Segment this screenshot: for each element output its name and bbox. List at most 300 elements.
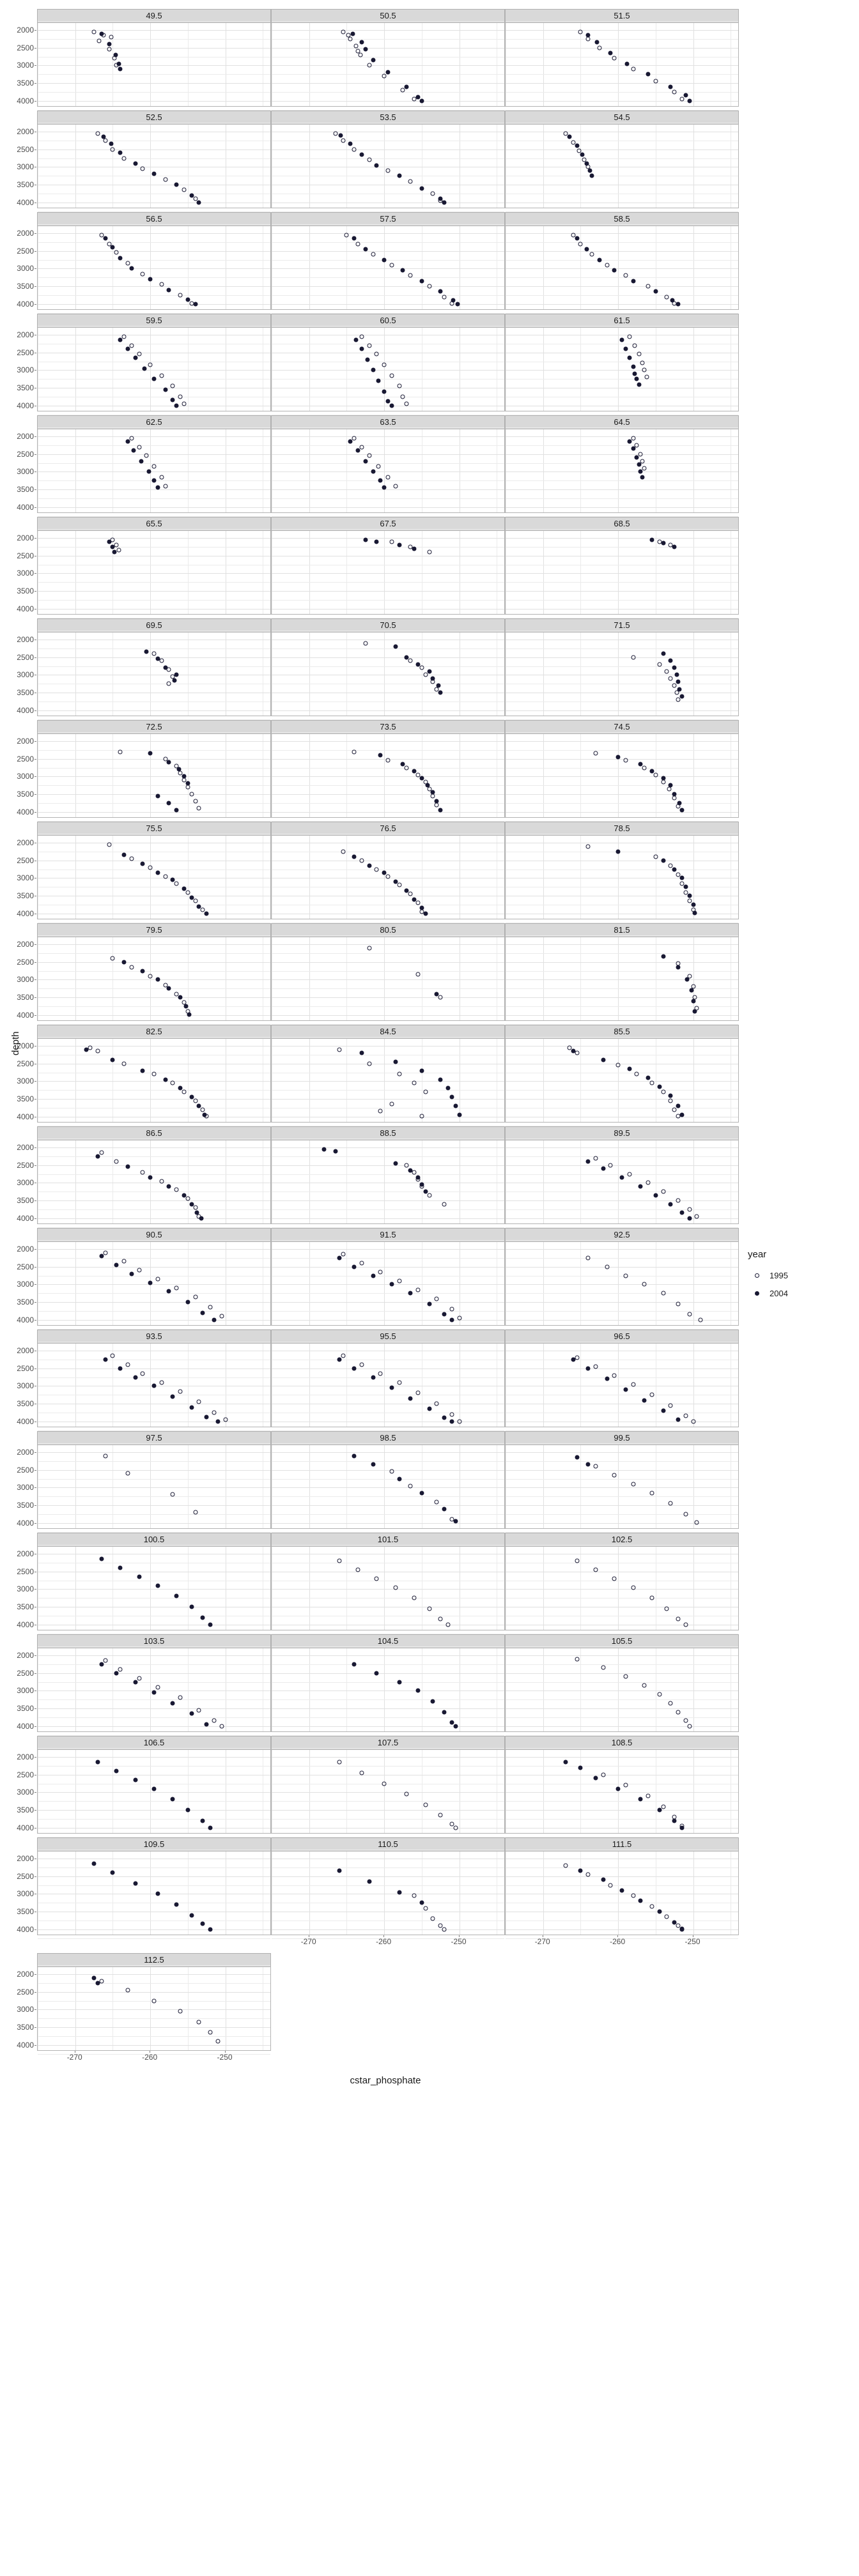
gridline-vertical-major [75, 429, 76, 512]
gridline-horizontal-major [272, 370, 504, 371]
y-tick-mark [35, 1099, 36, 1100]
panel-wrap [505, 530, 739, 615]
gridline-vertical-major [693, 23, 694, 106]
plot-panel [505, 1241, 739, 1326]
gridline-horizontal-major [272, 1249, 504, 1250]
data-point-2004 [580, 153, 584, 157]
gridline-horizontal-major [38, 507, 270, 508]
data-point-1995 [401, 394, 405, 399]
data-point-2004 [679, 876, 684, 880]
gridline-horizontal-major [506, 1757, 738, 1758]
gridline-horizontal-minor [506, 529, 738, 530]
y-tick-mark [35, 2027, 36, 2028]
data-point-2004 [586, 1366, 591, 1370]
data-point-2004 [118, 338, 123, 342]
gridline-horizontal-minor [272, 582, 504, 583]
data-point-2004 [646, 1075, 651, 1080]
facet-strip-label: 97.5 [37, 1431, 271, 1445]
facet-strip-label: 81.5 [505, 923, 739, 937]
data-point-2004 [208, 1825, 213, 1830]
gridline-horizontal-minor [38, 768, 270, 769]
data-point-1995 [393, 484, 398, 488]
gridline-horizontal-major [38, 1974, 270, 1975]
data-point-2004 [148, 277, 153, 281]
data-point-1995 [389, 539, 394, 544]
gridline-vertical-major [75, 1851, 76, 1935]
gridline-horizontal-minor [38, 1748, 270, 1749]
data-point-1995 [672, 1107, 677, 1112]
gridline-horizontal-major [38, 962, 270, 963]
gridline-horizontal-major [506, 1470, 738, 1471]
gridline-horizontal-major [38, 1726, 270, 1727]
data-point-2004 [129, 266, 134, 271]
y-tick-label: 3000 [17, 467, 34, 477]
data-point-2004 [389, 1282, 394, 1287]
gridline-horizontal-major [506, 609, 738, 610]
data-point-2004 [669, 84, 673, 89]
y-tick-label: 2500 [17, 1567, 34, 1576]
gridline-vertical-major [693, 226, 694, 309]
data-point-1995 [635, 443, 639, 447]
facet-strip-label: 71.5 [505, 618, 739, 632]
data-point-2004 [371, 368, 375, 372]
y-tick-mark [35, 1673, 36, 1674]
gridline-horizontal-major [506, 370, 738, 371]
facet-strip-label: 72.5 [37, 720, 271, 733]
data-point-1995 [669, 1403, 673, 1407]
data-point-1995 [359, 1261, 364, 1266]
facet-strip-label: 70.5 [271, 618, 505, 632]
data-point-1995 [435, 1402, 439, 1406]
data-point-2004 [442, 200, 447, 204]
data-point-1995 [344, 233, 349, 237]
gridline-horizontal-minor [272, 1174, 504, 1175]
gridline-vertical-major [384, 125, 385, 208]
y-tick-label: 4000 [17, 299, 34, 309]
gridline-vertical-major [384, 1750, 385, 1833]
gridline-horizontal-minor [506, 158, 738, 159]
panel-wrap [271, 1445, 505, 1529]
data-point-1995 [393, 1585, 398, 1590]
gridline-vertical-major [384, 1039, 385, 1122]
gridline-vertical-major [384, 1140, 385, 1223]
data-point-1995 [661, 1804, 665, 1809]
data-point-1995 [408, 179, 413, 183]
data-point-2004 [333, 1149, 337, 1153]
panel-wrap [505, 124, 739, 208]
y-tick-mark [35, 1249, 36, 1250]
gridline-horizontal-minor [506, 1532, 738, 1533]
gridline-horizontal-major [272, 1200, 504, 1201]
gridline-horizontal-minor [272, 224, 504, 225]
gridline-horizontal-major [506, 233, 738, 234]
plot-panel [17, 1648, 271, 1732]
data-point-1995 [103, 1250, 107, 1255]
y-tick-mark [35, 1302, 36, 1303]
facet-row [17, 212, 734, 310]
data-point-1995 [601, 1666, 605, 1670]
gridline-vertical-major [75, 23, 76, 106]
gridline-vertical-major [75, 1648, 76, 1731]
gridline-horizontal-minor [38, 1496, 270, 1497]
data-point-2004 [646, 72, 651, 77]
y-tick-label: 3000 [17, 1889, 34, 1899]
gridline-horizontal-major [38, 1757, 270, 1758]
gridline-horizontal-major [506, 454, 738, 455]
gridline-horizontal-major [38, 759, 270, 760]
data-point-1995 [405, 401, 409, 406]
data-point-2004 [456, 302, 460, 306]
data-point-1995 [586, 1255, 591, 1260]
gridline-horizontal-major [38, 1249, 270, 1250]
gridline-horizontal-minor [38, 1138, 270, 1139]
data-point-2004 [397, 1476, 401, 1481]
y-tick-label: 3500 [17, 282, 34, 291]
data-point-1995 [661, 1089, 665, 1094]
gridline-vertical-major [618, 531, 619, 614]
gridline-horizontal-major [506, 1673, 738, 1674]
data-point-2004 [194, 1211, 199, 1215]
gridline-horizontal-minor [272, 1735, 504, 1736]
data-point-1995 [129, 856, 134, 861]
gridline-vertical-minor [346, 1344, 347, 1427]
gridline-vertical-major [384, 632, 385, 716]
data-point-2004 [590, 174, 594, 178]
data-point-2004 [438, 808, 443, 812]
gridline-horizontal-minor [506, 547, 738, 548]
gridline-horizontal-minor [272, 803, 504, 804]
gridline-horizontal-major [38, 286, 270, 287]
gridline-vertical-major [150, 531, 151, 614]
gridline-horizontal-minor [506, 1240, 738, 1241]
data-point-2004 [623, 347, 628, 351]
gridline-vertical-major [384, 734, 385, 817]
data-point-2004 [187, 1012, 192, 1016]
data-point-1995 [408, 892, 413, 896]
data-point-1995 [442, 1927, 447, 1931]
facet-strip-label: 104.5 [271, 1634, 505, 1648]
gridline-vertical-major [150, 1967, 151, 2050]
data-point-1995 [337, 1047, 341, 1052]
filled-circle-icon [755, 1291, 759, 1296]
gridline-horizontal-minor [506, 1699, 738, 1700]
gridline-horizontal-minor [506, 1514, 738, 1515]
data-point-1995 [359, 1770, 364, 1775]
gridline-horizontal-major [38, 1368, 270, 1369]
panel-wrap [271, 1038, 505, 1123]
data-point-2004 [337, 1255, 341, 1260]
data-point-1995 [649, 1393, 654, 1397]
gridline-vertical-major [150, 937, 151, 1020]
data-point-2004 [352, 1264, 357, 1269]
data-point-1995 [631, 436, 635, 440]
data-point-1995 [193, 1098, 197, 1103]
y-axis-ticks [4, 632, 36, 717]
gridline-vertical-major [618, 734, 619, 817]
gridline-horizontal-minor [272, 1090, 504, 1091]
data-point-2004 [389, 1386, 394, 1390]
plot-panel [505, 937, 739, 1021]
panel-wrap [17, 1140, 271, 1224]
data-point-2004 [133, 1778, 137, 1782]
gridline-vertical-major [543, 1648, 544, 1731]
data-point-2004 [397, 543, 401, 548]
panel-wrap [271, 226, 505, 310]
gridline-horizontal-major [38, 1876, 270, 1877]
gridline-vertical-minor [346, 632, 347, 716]
gridline-horizontal-minor [38, 1209, 270, 1210]
y-tick-label: 3500 [17, 993, 34, 1002]
data-point-1995 [137, 1268, 141, 1273]
y-tick-label: 2500 [17, 1160, 34, 1170]
data-point-1995 [427, 1193, 431, 1197]
data-point-2004 [408, 1396, 413, 1400]
data-point-2004 [419, 1183, 424, 1187]
data-point-1995 [109, 35, 114, 40]
data-point-1995 [129, 343, 134, 348]
data-point-1995 [341, 29, 345, 34]
data-point-1995 [431, 191, 435, 195]
data-point-1995 [669, 676, 673, 680]
y-tick-label: 3500 [17, 1094, 34, 1104]
data-point-2004 [442, 1312, 447, 1317]
data-point-1995 [612, 1576, 617, 1581]
y-tick-label: 4000 [17, 401, 34, 410]
y-tick-label: 2500 [17, 957, 34, 967]
data-point-2004 [148, 751, 153, 756]
data-point-1995 [578, 29, 583, 34]
gridline-vertical-major [693, 1039, 694, 1122]
y-tick-mark [35, 436, 36, 437]
gridline-horizontal-minor [38, 1174, 270, 1175]
data-point-1995 [637, 352, 642, 356]
data-point-1995 [353, 43, 358, 48]
data-point-2004 [397, 1680, 401, 1684]
data-point-2004 [657, 1808, 662, 1813]
gridline-vertical-minor [112, 836, 113, 919]
y-tick-mark [35, 776, 36, 777]
gridline-horizontal-major [506, 794, 738, 795]
y-tick-label: 2000 [17, 533, 34, 543]
gridline-vertical-minor [188, 1039, 189, 1122]
gridline-horizontal-major [272, 1320, 504, 1321]
data-point-1995 [642, 1683, 647, 1688]
gridline-horizontal-major [272, 454, 504, 455]
y-tick-mark [35, 1810, 36, 1811]
gridline-horizontal-major [506, 1302, 738, 1303]
gridline-vertical-major [543, 125, 544, 208]
data-point-2004 [185, 298, 190, 302]
facet-strip-label: 111.5 [505, 1837, 739, 1851]
facet-strip-label: 96.5 [505, 1330, 739, 1343]
legend-item [748, 1266, 788, 1284]
gridline-horizontal-major [38, 101, 270, 102]
data-point-1995 [386, 475, 391, 479]
gridline-vertical-major [384, 836, 385, 919]
data-point-1995 [590, 252, 594, 257]
data-point-2004 [337, 1357, 341, 1361]
gridline-vertical-major [384, 937, 385, 1020]
data-point-2004 [635, 377, 639, 381]
gridline-vertical-minor [112, 1851, 113, 1935]
gridline-vertical-major [543, 1750, 544, 1833]
data-point-1995 [665, 295, 669, 299]
panel-wrap [17, 1038, 271, 1123]
gridline-horizontal-minor [272, 1258, 504, 1259]
gridline-horizontal-minor [272, 1430, 504, 1431]
y-tick-mark [35, 1200, 36, 1201]
facet-panel [17, 1431, 271, 1529]
data-point-2004 [584, 161, 589, 165]
gridline-vertical-major [75, 937, 76, 1020]
gridline-horizontal-minor [506, 1867, 738, 1868]
data-point-1995 [125, 261, 130, 266]
gridline-vertical-major [618, 1648, 619, 1731]
y-tick-label: 3500 [17, 383, 34, 393]
data-point-2004 [171, 1394, 175, 1399]
data-point-1995 [189, 792, 194, 797]
gridline-horizontal-major [506, 1708, 738, 1709]
gridline-horizontal-minor [506, 211, 738, 212]
y-tick-label: 2000 [17, 127, 34, 137]
data-point-1995 [649, 1904, 654, 1908]
gridline-horizontal-major [38, 48, 270, 49]
gridline-horizontal-minor [38, 498, 270, 499]
gridline-vertical-minor [580, 429, 581, 512]
data-point-2004 [363, 459, 368, 463]
data-point-2004 [685, 977, 690, 982]
gridline-horizontal-minor [38, 1377, 270, 1378]
data-point-2004 [376, 378, 380, 383]
gridline-horizontal-minor [38, 211, 270, 212]
panel-wrap [17, 937, 271, 1021]
y-tick-label: 3000 [17, 772, 34, 781]
facet-panel [271, 1330, 505, 1427]
data-point-1995 [118, 749, 123, 754]
data-point-1995 [99, 1151, 104, 1155]
data-point-2004 [114, 1769, 119, 1774]
y-tick-label: 3000 [17, 1077, 34, 1086]
gridline-vertical-minor [188, 23, 189, 106]
data-point-2004 [642, 1398, 647, 1402]
gridline-horizontal-major [272, 30, 504, 31]
panel-wrap [271, 1241, 505, 1326]
gridline-horizontal-minor [272, 1461, 504, 1462]
data-point-1995 [178, 1696, 183, 1700]
gridline-vertical-major [150, 836, 151, 919]
data-point-2004 [122, 853, 127, 857]
y-tick-label: 2500 [17, 1770, 34, 1779]
gridline-horizontal-minor [506, 110, 738, 111]
gridline-horizontal-minor [38, 313, 270, 314]
data-point-2004 [601, 1878, 605, 1882]
gridline-horizontal-major [272, 812, 504, 813]
data-point-1995 [438, 995, 443, 1000]
data-point-2004 [676, 302, 681, 306]
data-point-2004 [212, 1317, 216, 1322]
data-point-1995 [597, 45, 601, 50]
gridline-vertical-minor [188, 1547, 189, 1630]
y-tick-label: 2500 [17, 754, 34, 763]
data-point-1995 [333, 131, 337, 135]
y-tick-label: 2000 [17, 330, 34, 340]
data-point-1995 [687, 1207, 692, 1211]
data-point-1995 [687, 1312, 692, 1317]
gridline-horizontal-minor [506, 463, 738, 464]
data-point-1995 [653, 79, 658, 84]
data-point-2004 [393, 1059, 398, 1064]
facet-panel [271, 517, 505, 615]
facet-panel [17, 212, 271, 310]
data-point-1995 [593, 1364, 598, 1368]
facet-strip-label: 51.5 [505, 9, 739, 22]
data-point-2004 [371, 1273, 375, 1278]
gridline-horizontal-major [38, 268, 270, 269]
data-point-2004 [382, 257, 387, 262]
data-point-1995 [649, 1491, 654, 1495]
data-point-2004 [205, 1415, 209, 1420]
facet-panel [17, 9, 271, 107]
plot-panel [271, 1241, 505, 1326]
gridline-horizontal-major [506, 573, 738, 574]
gridline-horizontal-minor [506, 260, 738, 261]
data-point-2004 [687, 98, 692, 103]
data-point-2004 [669, 659, 673, 663]
plot-panel [271, 327, 505, 411]
facet-strip-label: 86.5 [37, 1126, 271, 1140]
y-axis-ticks [4, 1967, 36, 2051]
gridline-vertical-minor [188, 937, 189, 1020]
gridline-vertical-major [384, 226, 385, 309]
data-point-2004 [352, 855, 357, 859]
data-point-2004 [167, 986, 171, 991]
gridline-horizontal-minor [272, 242, 504, 243]
gridline-vertical-minor [112, 1967, 113, 2050]
data-point-1995 [356, 241, 360, 246]
facet-panel [17, 111, 271, 208]
y-tick-mark [35, 1589, 36, 1590]
data-point-1995 [341, 849, 345, 854]
data-point-1995 [159, 373, 164, 378]
data-point-1995 [408, 1483, 413, 1488]
gridline-vertical-major [309, 531, 310, 614]
panel-wrap [271, 1851, 505, 1935]
data-point-2004 [605, 1377, 609, 1381]
gridline-horizontal-minor [38, 1717, 270, 1718]
gridline-horizontal-minor [506, 1024, 738, 1025]
gridline-horizontal-major [272, 1523, 504, 1524]
gridline-horizontal-major [38, 741, 270, 742]
gridline-vertical-major [75, 125, 76, 208]
data-point-2004 [99, 31, 104, 36]
data-point-2004 [197, 904, 201, 908]
gridline-vertical-minor [346, 429, 347, 512]
gridline-horizontal-minor [38, 1682, 270, 1683]
y-tick-mark [35, 1690, 36, 1691]
data-point-2004 [431, 790, 435, 795]
data-point-2004 [112, 550, 116, 555]
data-point-2004 [197, 200, 201, 204]
gridline-horizontal-major [38, 657, 270, 658]
gridline-vertical-minor [346, 1851, 347, 1935]
plot-panel [271, 1546, 505, 1630]
y-tick-mark [35, 101, 36, 102]
y-tick-mark [35, 2045, 36, 2046]
data-point-1995 [445, 1622, 450, 1627]
gridline-horizontal-minor [506, 821, 738, 822]
data-point-1995 [341, 138, 345, 142]
data-point-2004 [133, 1680, 137, 1684]
